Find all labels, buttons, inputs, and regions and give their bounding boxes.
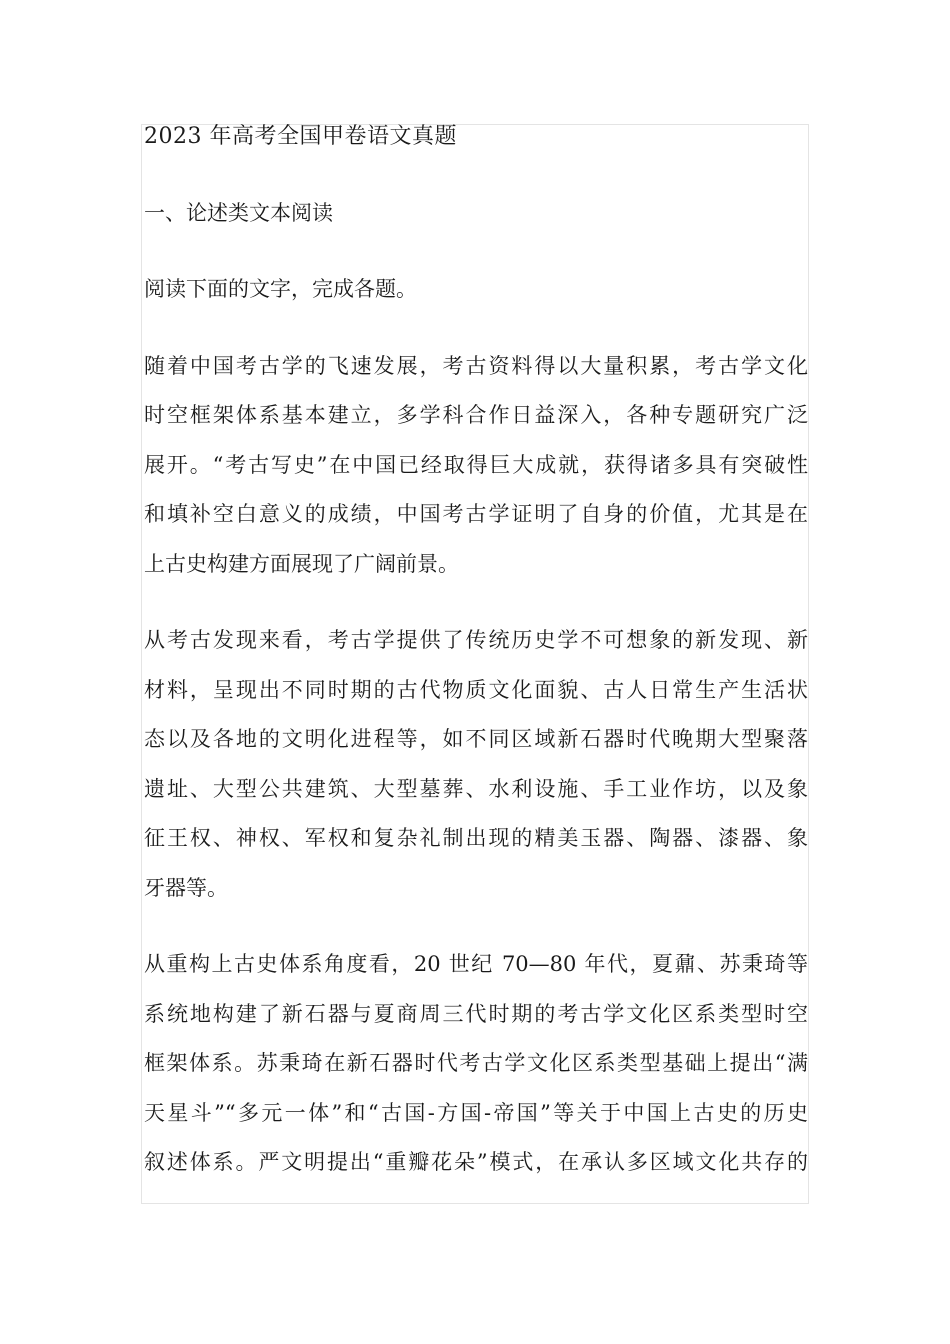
paragraph-line: 随着中国考古学的飞速发展，考古资料得以大量积累，考古学文化	[144, 353, 808, 378]
paragraph-line: 天星斗”“多元一体”和“古国-方国-帝国”等关于中国上古史的历史	[144, 1100, 808, 1125]
paragraph-line: 和填补空白意义的成绩，中国考古学证明了自身的价值，尤其是在	[144, 502, 808, 526]
paragraph-line: 叙述体系。严文明提出“重瓣花朵”模式，在承认多区域文化共存的	[144, 1150, 808, 1174]
paragraph-line: 从考古发现来看，考古学提供了传统历史学不可想象的新发现、新	[144, 628, 808, 652]
paragraph-line: 上古史构建方面展现了广阔前景。	[144, 551, 459, 576]
document-title: 2023 年高考全国甲卷语文真题	[144, 124, 457, 149]
paragraph-line: 展开。“考古写史”在中国已经取得巨大成就，获得诸多具有突破性	[144, 452, 808, 477]
paragraph-line: 系统地构建了新石器与夏商周三代时期的考古学文化区系类型时空	[144, 1001, 808, 1026]
paragraph-line: 态以及各地的文明化进程等，如不同区域新石器时代晚期大型聚落	[144, 727, 808, 751]
paragraph-2	[144, 616, 808, 913]
section-heading: 一、论述类文本阅读	[144, 200, 333, 225]
paragraph-line: 从重构上古史体系角度看，20 世纪 70—80 年代，夏鼐、苏秉琦等	[144, 952, 808, 976]
paragraph-line: 征王权、神权、军权和复杂礼制出现的精美玉器、陶器、漆器、象	[144, 826, 808, 850]
paragraph-line: 牙器等。	[144, 875, 228, 900]
paragraph-line: 框架体系。苏秉琦在新石器时代考古学文化区系类型基础上提出“满	[144, 1051, 808, 1075]
paragraph-3	[144, 940, 808, 1188]
paragraph-line: 时空框架体系基本建立，多学科合作日益深入，各种专题研究广泛	[144, 403, 808, 427]
paragraph-line: 遗址、大型公共建筑、大型墓葬、水利设施、手工业作坊，以及象	[144, 776, 808, 801]
paragraph-line: 材料，呈现出不同时期的古代物质文化面貌、古人日常生产生活状	[144, 677, 808, 702]
instruction-text: 阅读下面的文字，完成各题。	[144, 277, 417, 301]
document-body	[144, 112, 808, 1188]
paragraph-1	[144, 342, 808, 590]
